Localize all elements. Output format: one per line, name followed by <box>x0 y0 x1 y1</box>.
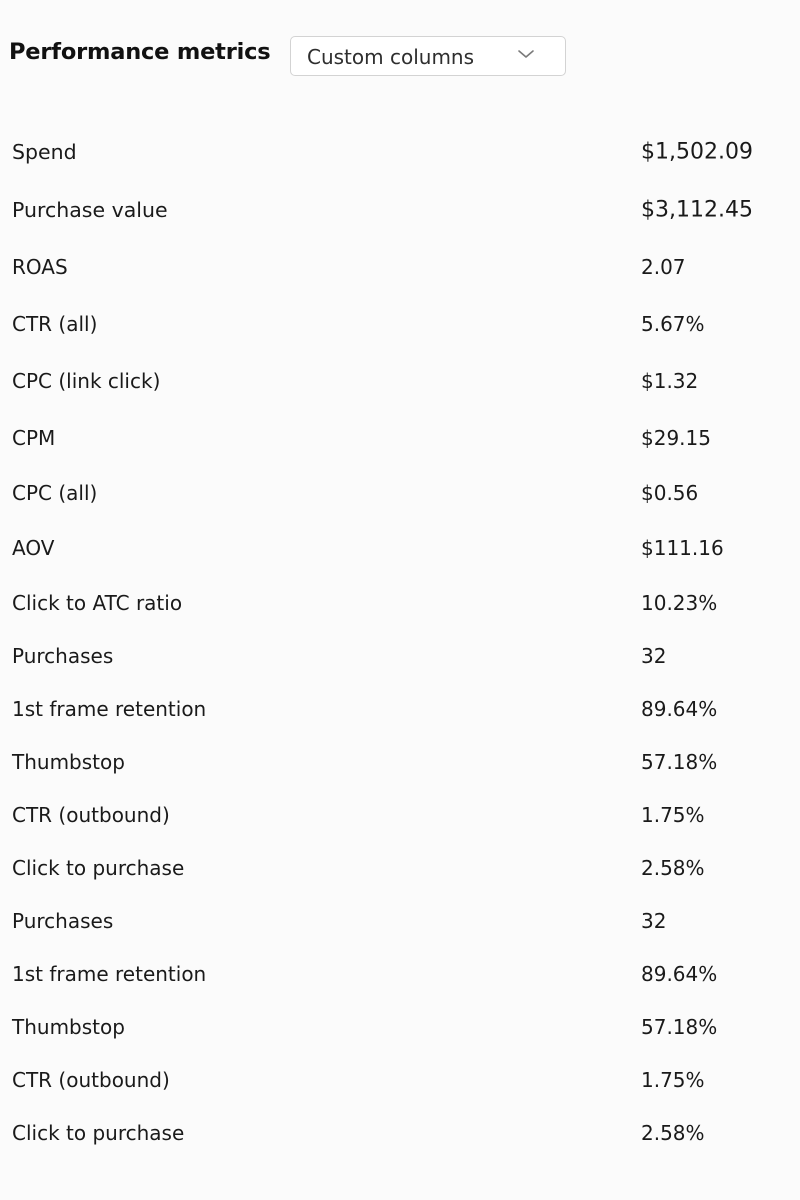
metric-label: AOV <box>12 535 55 560</box>
metric-row <box>0 466 800 519</box>
metric-value: $3,112.45 <box>641 197 753 222</box>
metrics-list <box>0 122 800 1152</box>
metrics-header <box>0 0 800 110</box>
metric-row <box>0 576 800 629</box>
metric-label: CPC (link click) <box>12 368 161 393</box>
metric-row <box>0 1053 800 1106</box>
metric-value: $111.16 <box>641 535 724 560</box>
metric-row <box>0 122 800 181</box>
metric-row <box>0 238 800 295</box>
metric-value: 2.07 <box>641 254 686 279</box>
metric-row <box>0 629 800 682</box>
metric-label: Spend <box>12 139 77 164</box>
metric-value: 10.23% <box>641 590 718 615</box>
dropdown-label: Custom columns <box>307 45 475 69</box>
metric-label: Click to purchase <box>12 855 185 880</box>
metric-row <box>0 181 800 238</box>
metric-label: ROAS <box>12 254 68 279</box>
metric-value: 32 <box>641 908 667 933</box>
metric-value: 89.64% <box>641 961 718 986</box>
metric-row <box>0 894 800 947</box>
chevron-down-icon <box>517 48 535 60</box>
metric-label: CTR (outbound) <box>12 1067 170 1092</box>
metric-row <box>0 352 800 409</box>
metric-row <box>0 788 800 841</box>
metric-label: CTR (outbound) <box>12 802 170 827</box>
metric-label: Thumbstop <box>12 1014 125 1039</box>
metric-value: $29.15 <box>641 425 711 450</box>
metric-label: Purchases <box>12 643 114 668</box>
metric-value: 2.58% <box>641 855 705 880</box>
metric-row <box>0 947 800 1000</box>
metric-row <box>0 1106 800 1159</box>
metric-value: 32 <box>641 643 667 668</box>
metric-label: Purchase value <box>12 197 168 222</box>
metric-value: 57.18% <box>641 1014 718 1039</box>
metric-row <box>0 519 800 576</box>
metric-label: Thumbstop <box>12 749 125 774</box>
metric-value: 5.67% <box>641 311 705 336</box>
metric-row <box>0 1000 800 1053</box>
metric-label: Click to purchase <box>12 1120 185 1145</box>
metric-value: 57.18% <box>641 749 718 774</box>
custom-columns-dropdown[interactable] <box>290 36 566 76</box>
metric-row <box>0 295 800 352</box>
metric-row <box>0 682 800 735</box>
metric-value: 2.58% <box>641 1120 705 1145</box>
metric-row <box>0 841 800 894</box>
metric-value: $0.56 <box>641 480 699 505</box>
metric-value: 1.75% <box>641 802 705 827</box>
metric-value: $1,502.09 <box>641 139 753 164</box>
metric-label: CPC (all) <box>12 480 98 505</box>
metric-label: Click to ATC ratio <box>12 590 183 615</box>
metric-label: Purchases <box>12 908 114 933</box>
metric-row <box>0 735 800 788</box>
metric-label: 1st frame retention <box>12 696 207 721</box>
metric-row <box>0 409 800 466</box>
metric-label: CTR (all) <box>12 311 98 336</box>
metric-value: 89.64% <box>641 696 718 721</box>
metric-value: $1.32 <box>641 368 699 393</box>
page-title: Performance metrics <box>9 39 271 65</box>
metric-label: 1st frame retention <box>12 961 207 986</box>
metric-value: 1.75% <box>641 1067 705 1092</box>
metric-label: CPM <box>12 425 56 450</box>
